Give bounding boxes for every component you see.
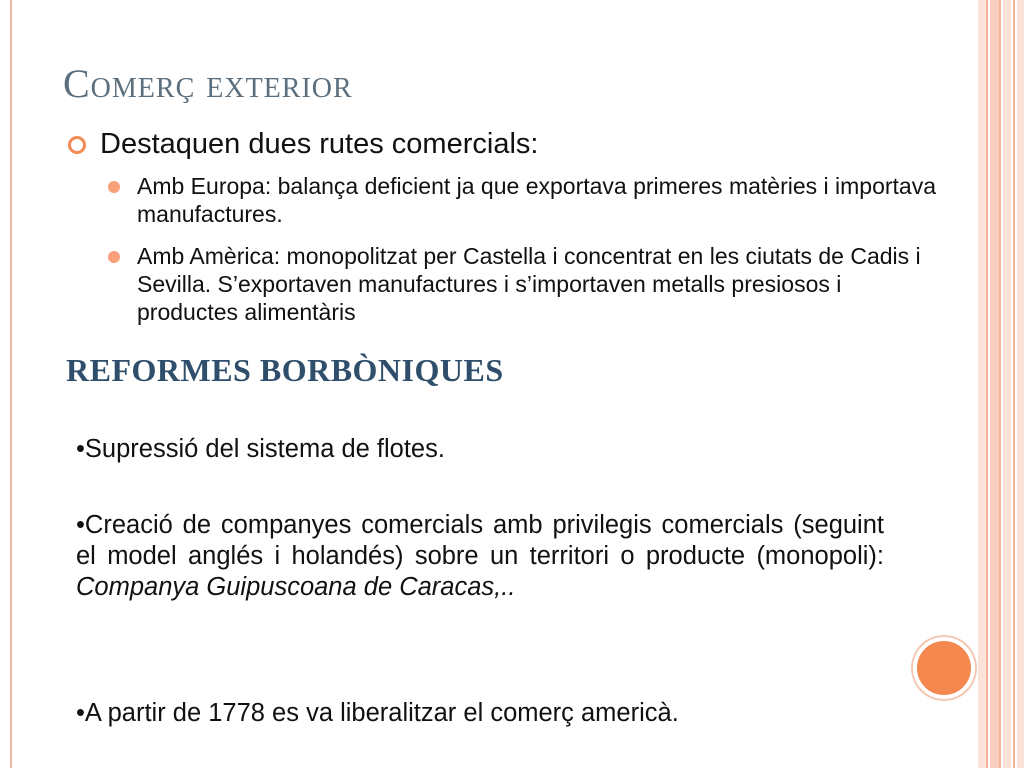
sub-point-america: Amb Amèrica: monopolitzat per Castella i concentrat en les ciutats de Cadis i Sevilla. S’exportaven manufactures i s’importaven metalls presiosos i productes alimentàris — [137, 243, 921, 325]
main-point: Destaquen dues rutes comercials: — [100, 128, 539, 160]
left-border-line — [10, 0, 12, 768]
sub-point-europa: Amb Europa: balança deficient ja que exportava primeres matèries i importava manufactures. — [137, 173, 937, 227]
paragraph-companyes-text: •Creació de companyes comercials amb privilegis comercials (seguint el model anglés i holandés) sobre un territori o producte (monopoli): — [76, 511, 884, 570]
company-name: Companya Guipuscoana de Caracas — [76, 573, 495, 601]
decor-stripe — [978, 0, 986, 768]
decor-stripe — [999, 0, 1001, 768]
decor-stripe — [1013, 0, 1015, 768]
paragraph-liberalitzar: •A partir de 1778 es va liberalitzar el comerç americà. — [76, 699, 679, 727]
section-subtitle: REFORMES BORBÒNIQUES — [66, 352, 504, 388]
decor-stripe — [1017, 0, 1024, 768]
bullet-ring-icon — [68, 136, 86, 154]
slide-title: Comerç exterior — [63, 61, 353, 106]
paragraph-companyes-end: ,.. — [494, 573, 516, 601]
decor-stripe — [1003, 0, 1011, 768]
paragraph-companyes — [76, 510, 884, 603]
decor-stripe — [990, 0, 999, 768]
decor-stripe — [986, 0, 988, 768]
decor-circle — [913, 637, 975, 699]
paragraph-flotes: •Supressió del sistema de flotes. — [76, 435, 445, 463]
bullet-dot-icon — [108, 251, 120, 263]
bullet-dot-icon — [108, 181, 120, 193]
